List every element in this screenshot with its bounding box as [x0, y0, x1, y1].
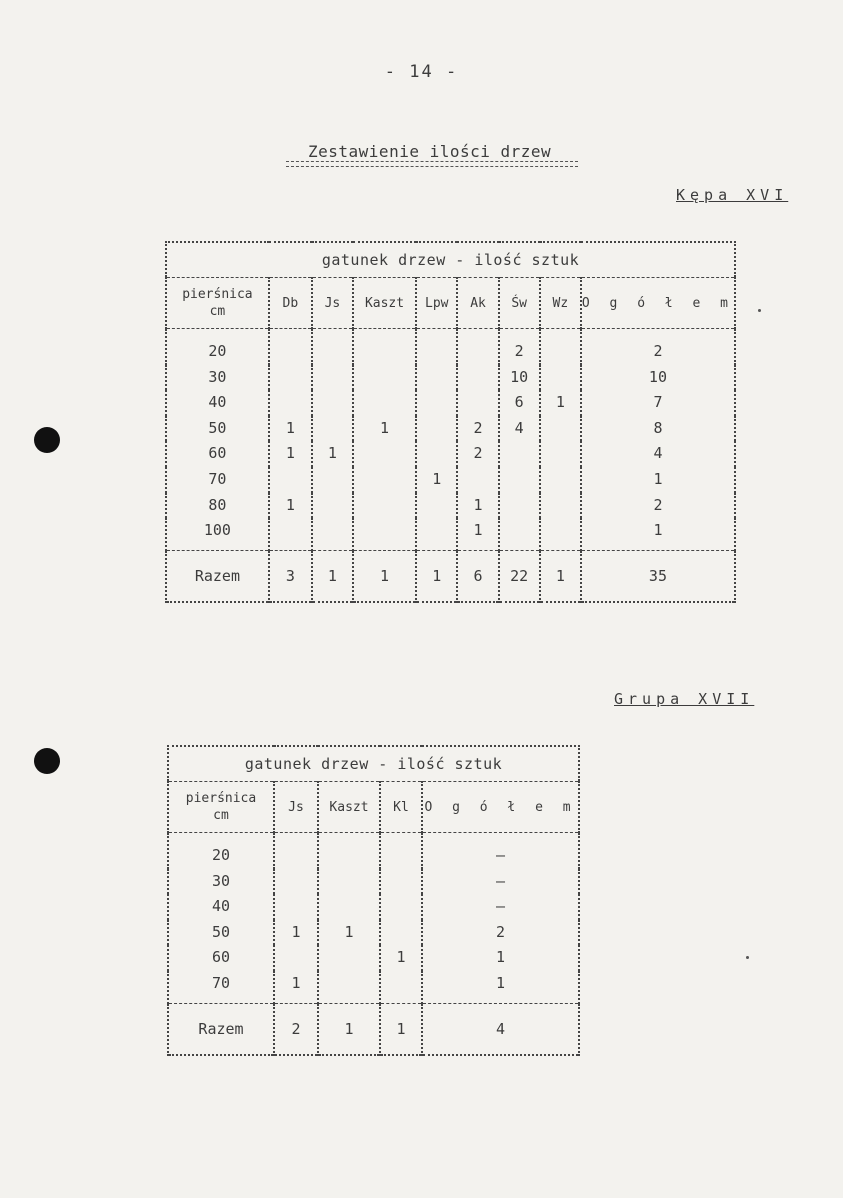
count-cell [499, 441, 540, 467]
size-cell: 60 [166, 441, 269, 467]
row-total-cell: – [422, 869, 579, 895]
group-header: gatunek drzew - ilość sztuk [168, 746, 579, 782]
count-cell: 1 [274, 920, 318, 946]
count-cell [269, 467, 312, 493]
totals-cell: 3 [269, 550, 312, 602]
count-cell [269, 365, 312, 391]
count-cell [380, 833, 422, 869]
count-cell: 1 [318, 920, 380, 946]
count-cell: 1 [540, 390, 581, 416]
column-header: Św [499, 278, 540, 329]
count-cell [457, 365, 498, 391]
row-header-line1: pierśnica [185, 791, 257, 806]
size-cell: 20 [166, 329, 269, 365]
count-cell [499, 518, 540, 550]
row-total-cell: 2 [581, 329, 735, 365]
count-cell [499, 493, 540, 519]
count-cell [540, 329, 581, 365]
grand-total: 4 [422, 1003, 579, 1055]
punch-hole-upper [34, 427, 60, 453]
count-cell [274, 833, 318, 869]
count-cell: 2 [457, 441, 498, 467]
row-header-line1: pierśnica [182, 287, 253, 302]
row-header-line2: cm [209, 304, 226, 319]
totals-cell: 6 [457, 550, 498, 602]
count-cell [380, 920, 422, 946]
document-heading: Zestawienie ilości drzew [308, 142, 552, 161]
count-cell [416, 390, 457, 416]
table-row [166, 329, 735, 365]
count-cell [353, 493, 416, 519]
count-cell [380, 894, 422, 920]
size-cell: 80 [166, 493, 269, 519]
count-cell [318, 833, 380, 869]
count-cell [318, 945, 380, 971]
size-cell: 30 [168, 869, 274, 895]
count-cell [457, 329, 498, 365]
row-total-cell: 1 [581, 467, 735, 493]
count-cell: 2 [457, 416, 498, 442]
totals-cell: 1 [312, 550, 353, 602]
column-header: Js [274, 782, 318, 833]
table-row [168, 894, 579, 920]
count-cell [416, 365, 457, 391]
totals-cell: 1 [416, 550, 457, 602]
column-header: Ak [457, 278, 498, 329]
count-cell: 6 [499, 390, 540, 416]
row-total-cell: 8 [581, 416, 735, 442]
column-header: Kl [380, 782, 422, 833]
count-cell [318, 971, 380, 1003]
count-cell [499, 467, 540, 493]
count-cell: 1 [353, 416, 416, 442]
paper-speck [758, 309, 761, 312]
heading-double-underline [286, 161, 578, 167]
count-cell [312, 390, 353, 416]
group-header: gatunek drzew - ilość sztuk [166, 242, 735, 278]
total-column-header: O g ó ł e m [422, 782, 579, 833]
count-cell [353, 467, 416, 493]
count-cell: 4 [499, 416, 540, 442]
table-row [166, 493, 735, 519]
count-cell [318, 894, 380, 920]
paper-speck [746, 956, 749, 959]
size-cell: 70 [166, 467, 269, 493]
count-cell: 1 [269, 416, 312, 442]
column-header: Js [312, 278, 353, 329]
count-cell [312, 467, 353, 493]
count-cell [269, 390, 312, 416]
table-row [168, 833, 579, 869]
size-cell: 60 [168, 945, 274, 971]
count-cell [540, 416, 581, 442]
count-cell [540, 441, 581, 467]
row-total-cell: 7 [581, 390, 735, 416]
count-cell [312, 416, 353, 442]
table-row [166, 365, 735, 391]
count-cell [274, 894, 318, 920]
grand-total: 35 [581, 550, 735, 602]
page-number: - 14 - [384, 62, 459, 82]
row-total-cell: 4 [581, 441, 735, 467]
table-row [168, 920, 579, 946]
count-cell [312, 329, 353, 365]
size-cell: 70 [168, 971, 274, 1003]
column-header: Wz [540, 278, 581, 329]
count-cell [312, 493, 353, 519]
size-cell: 40 [166, 390, 269, 416]
count-cell [353, 390, 416, 416]
size-cell: 100 [166, 518, 269, 550]
totals-label: Razem [166, 550, 269, 602]
count-cell [312, 365, 353, 391]
count-cell [380, 869, 422, 895]
row-header-cell [168, 782, 274, 833]
table-row [166, 390, 735, 416]
count-cell [416, 329, 457, 365]
totals-cell: 1 [353, 550, 416, 602]
count-cell: 1 [269, 493, 312, 519]
size-cell: 40 [168, 894, 274, 920]
size-cell: 50 [168, 920, 274, 946]
count-cell [540, 365, 581, 391]
section-title-grupa: Grupa XVII [614, 690, 755, 708]
count-cell: 1 [380, 945, 422, 971]
count-cell [353, 365, 416, 391]
table-row [168, 945, 579, 971]
count-cell: 1 [269, 441, 312, 467]
table-row [168, 971, 579, 1003]
count-cell [416, 518, 457, 550]
count-cell [540, 518, 581, 550]
count-cell [353, 329, 416, 365]
row-total-cell: 1 [581, 518, 735, 550]
column-header: Kaszt [318, 782, 380, 833]
count-cell [416, 416, 457, 442]
table-row [166, 518, 735, 550]
tree-count-table-grupa [167, 745, 580, 1056]
totals-cell: 1 [540, 550, 581, 602]
count-cell [457, 390, 498, 416]
column-header: Lpw [416, 278, 457, 329]
count-cell [353, 441, 416, 467]
table-body [168, 833, 579, 1004]
count-cell [416, 493, 457, 519]
count-cell [457, 467, 498, 493]
count-cell [269, 518, 312, 550]
count-cell [312, 518, 353, 550]
totals-cell: 2 [274, 1003, 318, 1055]
row-total-cell: 2 [581, 493, 735, 519]
count-cell: 1 [274, 971, 318, 1003]
column-header: Kaszt [353, 278, 416, 329]
count-cell: 1 [312, 441, 353, 467]
count-cell [269, 329, 312, 365]
column-header: Db [269, 278, 312, 329]
size-cell: 30 [166, 365, 269, 391]
row-total-cell: – [422, 833, 579, 869]
row-total-cell: 10 [581, 365, 735, 391]
row-header-line2: cm [213, 808, 229, 823]
count-cell: 10 [499, 365, 540, 391]
table-row [166, 416, 735, 442]
count-cell [380, 971, 422, 1003]
size-cell: 50 [166, 416, 269, 442]
count-cell: 1 [416, 467, 457, 493]
section-title-kepa: Kępa XVI [676, 186, 789, 204]
total-column-header: O g ó ł e m [581, 278, 735, 329]
totals-cell: 22 [499, 550, 540, 602]
totals-cell: 1 [380, 1003, 422, 1055]
totals-label: Razem [168, 1003, 274, 1055]
table-row [168, 869, 579, 895]
count-cell [274, 869, 318, 895]
count-cell: 1 [457, 493, 498, 519]
count-cell [274, 945, 318, 971]
row-header-cell [166, 278, 269, 329]
row-total-cell: 1 [422, 945, 579, 971]
table-row [166, 441, 735, 467]
row-total-cell: – [422, 894, 579, 920]
count-cell [540, 467, 581, 493]
table-row [166, 467, 735, 493]
row-total-cell: 2 [422, 920, 579, 946]
count-cell [540, 493, 581, 519]
tree-count-table-kepa [165, 241, 736, 603]
totals-cell: 1 [318, 1003, 380, 1055]
table-body [166, 329, 735, 551]
count-cell: 1 [457, 518, 498, 550]
count-cell [318, 869, 380, 895]
punch-hole-lower [34, 748, 60, 774]
row-total-cell: 1 [422, 971, 579, 1003]
count-cell [353, 518, 416, 550]
count-cell [416, 441, 457, 467]
count-cell: 2 [499, 329, 540, 365]
size-cell: 20 [168, 833, 274, 869]
